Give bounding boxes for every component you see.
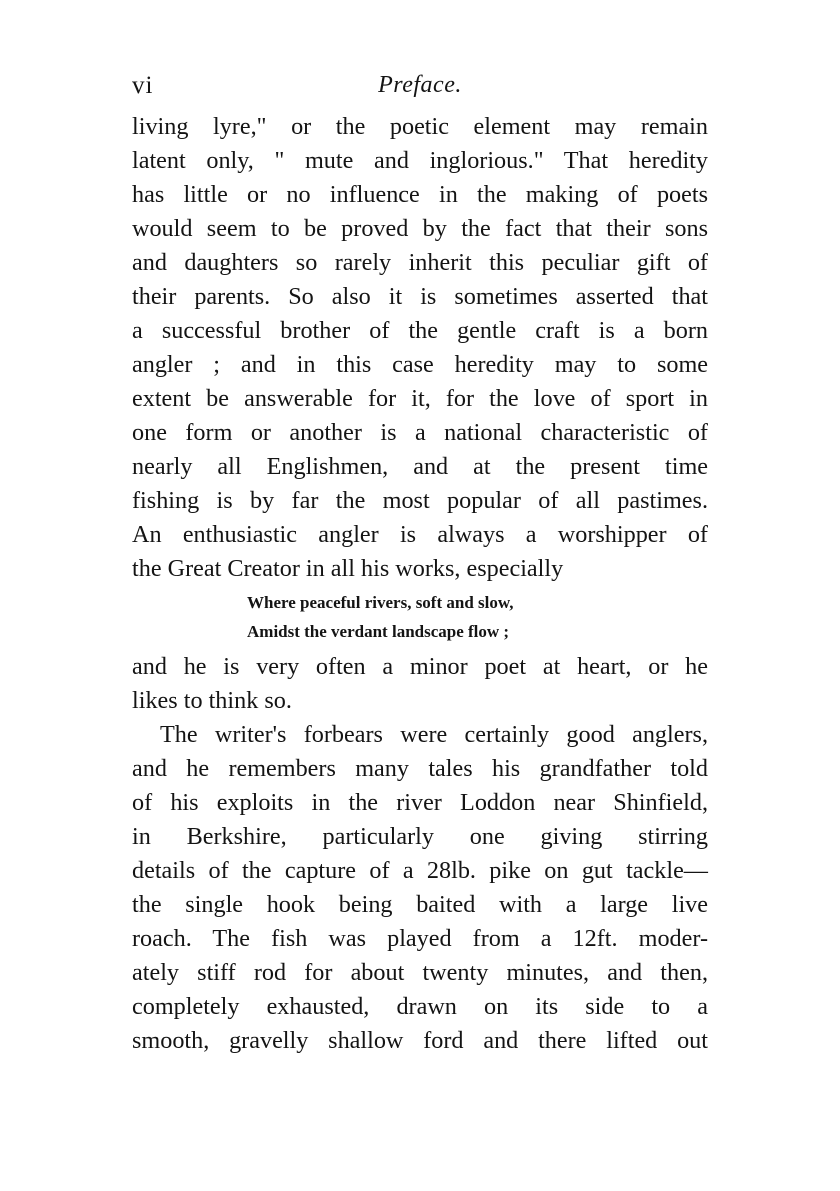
text-line: likes to think so. bbox=[132, 687, 292, 714]
page-number: vi bbox=[132, 72, 154, 99]
book-page bbox=[132, 72, 708, 1058]
text-line: details of the capture of a 28lb. pike on gut tackle— bbox=[132, 857, 708, 884]
text-line: smooth, gravelly shallow ford and there lifted out bbox=[132, 1027, 708, 1054]
text-line: ately stiff rod for about twenty minutes, and then, bbox=[132, 959, 708, 986]
paragraph-2 bbox=[132, 718, 708, 1058]
paragraph-1 bbox=[132, 110, 708, 586]
page-header bbox=[132, 72, 708, 110]
text-line: fishing is by far the most popular of all pastimes. bbox=[132, 487, 708, 514]
text-line: of his exploits in the river Loddon near Shinfield, bbox=[132, 789, 708, 816]
text-line: roach. The fish was played from a 12ft. moder- bbox=[132, 925, 708, 952]
text-line: latent only, " mute and inglorious." That heredity bbox=[132, 147, 708, 174]
text-line: and daughters so rarely inherit this peculiar gift of bbox=[132, 249, 708, 276]
verse-line: Where peaceful rivers, soft and slow, bbox=[247, 593, 514, 612]
text-line: extent be answerable for it, for the love of sport in bbox=[132, 385, 708, 412]
running-title: Preface. bbox=[378, 72, 462, 98]
verse-quotation bbox=[247, 588, 708, 646]
text-line: the Great Creator in all his works, especially bbox=[132, 555, 564, 582]
text-line: and he is very often a minor poet at heart, or he bbox=[132, 653, 708, 680]
text-line: one form or another is a national characteristic of bbox=[132, 419, 708, 446]
text-line: The writer's forbears were certainly good anglers, bbox=[160, 721, 708, 748]
text-line: their parents. So also it is sometimes asserted that bbox=[132, 283, 708, 310]
paragraph-1-continued bbox=[132, 650, 708, 718]
text-line: completely exhausted, drawn on its side to a bbox=[132, 993, 708, 1020]
text-line: has little or no influence in the making of poets bbox=[132, 181, 708, 208]
verse-line: Amidst the verdant landscape flow ; bbox=[247, 622, 510, 641]
text-line: a successful brother of the gentle craft is a born bbox=[132, 317, 708, 344]
text-line: nearly all Englishmen, and at the present time bbox=[132, 453, 708, 480]
text-line: in Berkshire, particularly one giving stirring bbox=[132, 823, 708, 850]
text-line: angler ; and in this case heredity may to some bbox=[132, 351, 708, 378]
text-line: An enthusiastic angler is always a worshipper of bbox=[132, 521, 708, 548]
text-line: and he remembers many tales his grandfather told bbox=[132, 755, 708, 782]
text-line: would seem to be proved by the fact that their sons bbox=[132, 215, 708, 242]
text-line: living lyre," or the poetic element may remain bbox=[132, 113, 708, 140]
text-line: the single hook being baited with a large live bbox=[132, 891, 708, 918]
